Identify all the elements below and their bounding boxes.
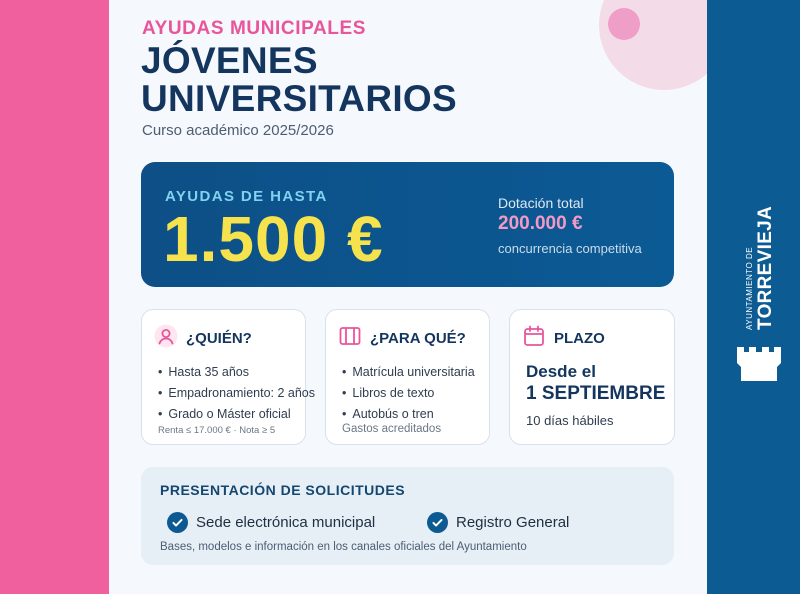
poster-main: [109, 0, 707, 594]
submission-option-label: Sede electrónica municipal: [196, 514, 376, 531]
submission-title: PRESENTACIÓN DE SOLICITUDES: [160, 482, 406, 498]
total-note: concurrencia competitiva: [498, 241, 642, 256]
card-deadline-header: [522, 324, 605, 353]
subtitle: Curso académico 2025/2026: [142, 122, 334, 139]
submission-panel: [141, 467, 674, 565]
list-item: • Empadronamiento: 2 años: [158, 383, 315, 404]
kicker-text: AYUDAS MUNICIPALES: [142, 18, 367, 39]
card-what: [325, 309, 490, 445]
submission-note: Bases, modelos e información en los canales oficiales del Ayuntamiento: [160, 541, 527, 553]
calendar-icon: [522, 324, 546, 353]
card-who-header: [154, 324, 252, 353]
card-who-note: Renta ≤ 17.000 € · Nota ≥ 5: [158, 425, 276, 436]
submission-option-label: Registro General: [456, 514, 570, 531]
list-item: • Autobús o tren: [342, 404, 475, 425]
deadline-line-1: Desde el: [526, 362, 596, 381]
submission-option-sede: [159, 512, 375, 533]
decorative-circle-small: [608, 8, 640, 40]
deadline-detail: 10 días hábiles: [526, 413, 614, 428]
total-budget-block: [498, 195, 642, 256]
list-item: • Hasta 35 años: [158, 362, 315, 383]
card-what-title: ¿PARA QUÉ?: [370, 330, 466, 347]
card-who-list: [158, 362, 315, 425]
total-label: Dotación total: [498, 195, 584, 211]
hero-amount: 1.500 €: [163, 203, 384, 275]
deadline-line-2: 1 SEPTIEMBRE: [526, 383, 666, 404]
card-what-note: Gastos acreditados: [342, 423, 442, 435]
total-value: 200.000 €: [498, 213, 583, 234]
brand-name: TORREVIEJA: [755, 205, 776, 330]
card-who-title: ¿QUIÉN?: [186, 330, 252, 347]
page-title: [141, 42, 457, 118]
check-icon: [427, 512, 448, 533]
list-item: • Libros de texto: [342, 383, 475, 404]
card-what-list: [342, 362, 475, 425]
tower-logo-icon: [735, 343, 783, 383]
card-deadline: [509, 309, 675, 445]
hero-banner: [141, 162, 674, 287]
title-line-2: UNIVERSITARIOS: [141, 78, 457, 119]
card-what-header: [338, 324, 466, 353]
card-deadline-title: PLAZO: [554, 330, 605, 347]
check-icon: [167, 512, 188, 533]
book-icon: [338, 324, 362, 353]
submission-option-registro: [419, 512, 569, 533]
list-item: • Grado o Máster oficial: [158, 404, 315, 425]
brand-text: [745, 200, 777, 330]
user-icon: [154, 324, 178, 353]
brand-block: [707, 0, 800, 594]
list-item: • Matrícula universitaria: [342, 362, 475, 383]
left-pink-stripe: [0, 0, 109, 594]
brand-small-text: AYUNTAMIENTO DE: [745, 246, 754, 330]
title-line-1: JÓVENES: [141, 40, 318, 81]
hero-label: AYUDAS DE HASTA: [165, 188, 328, 205]
card-who: [141, 309, 316, 445]
